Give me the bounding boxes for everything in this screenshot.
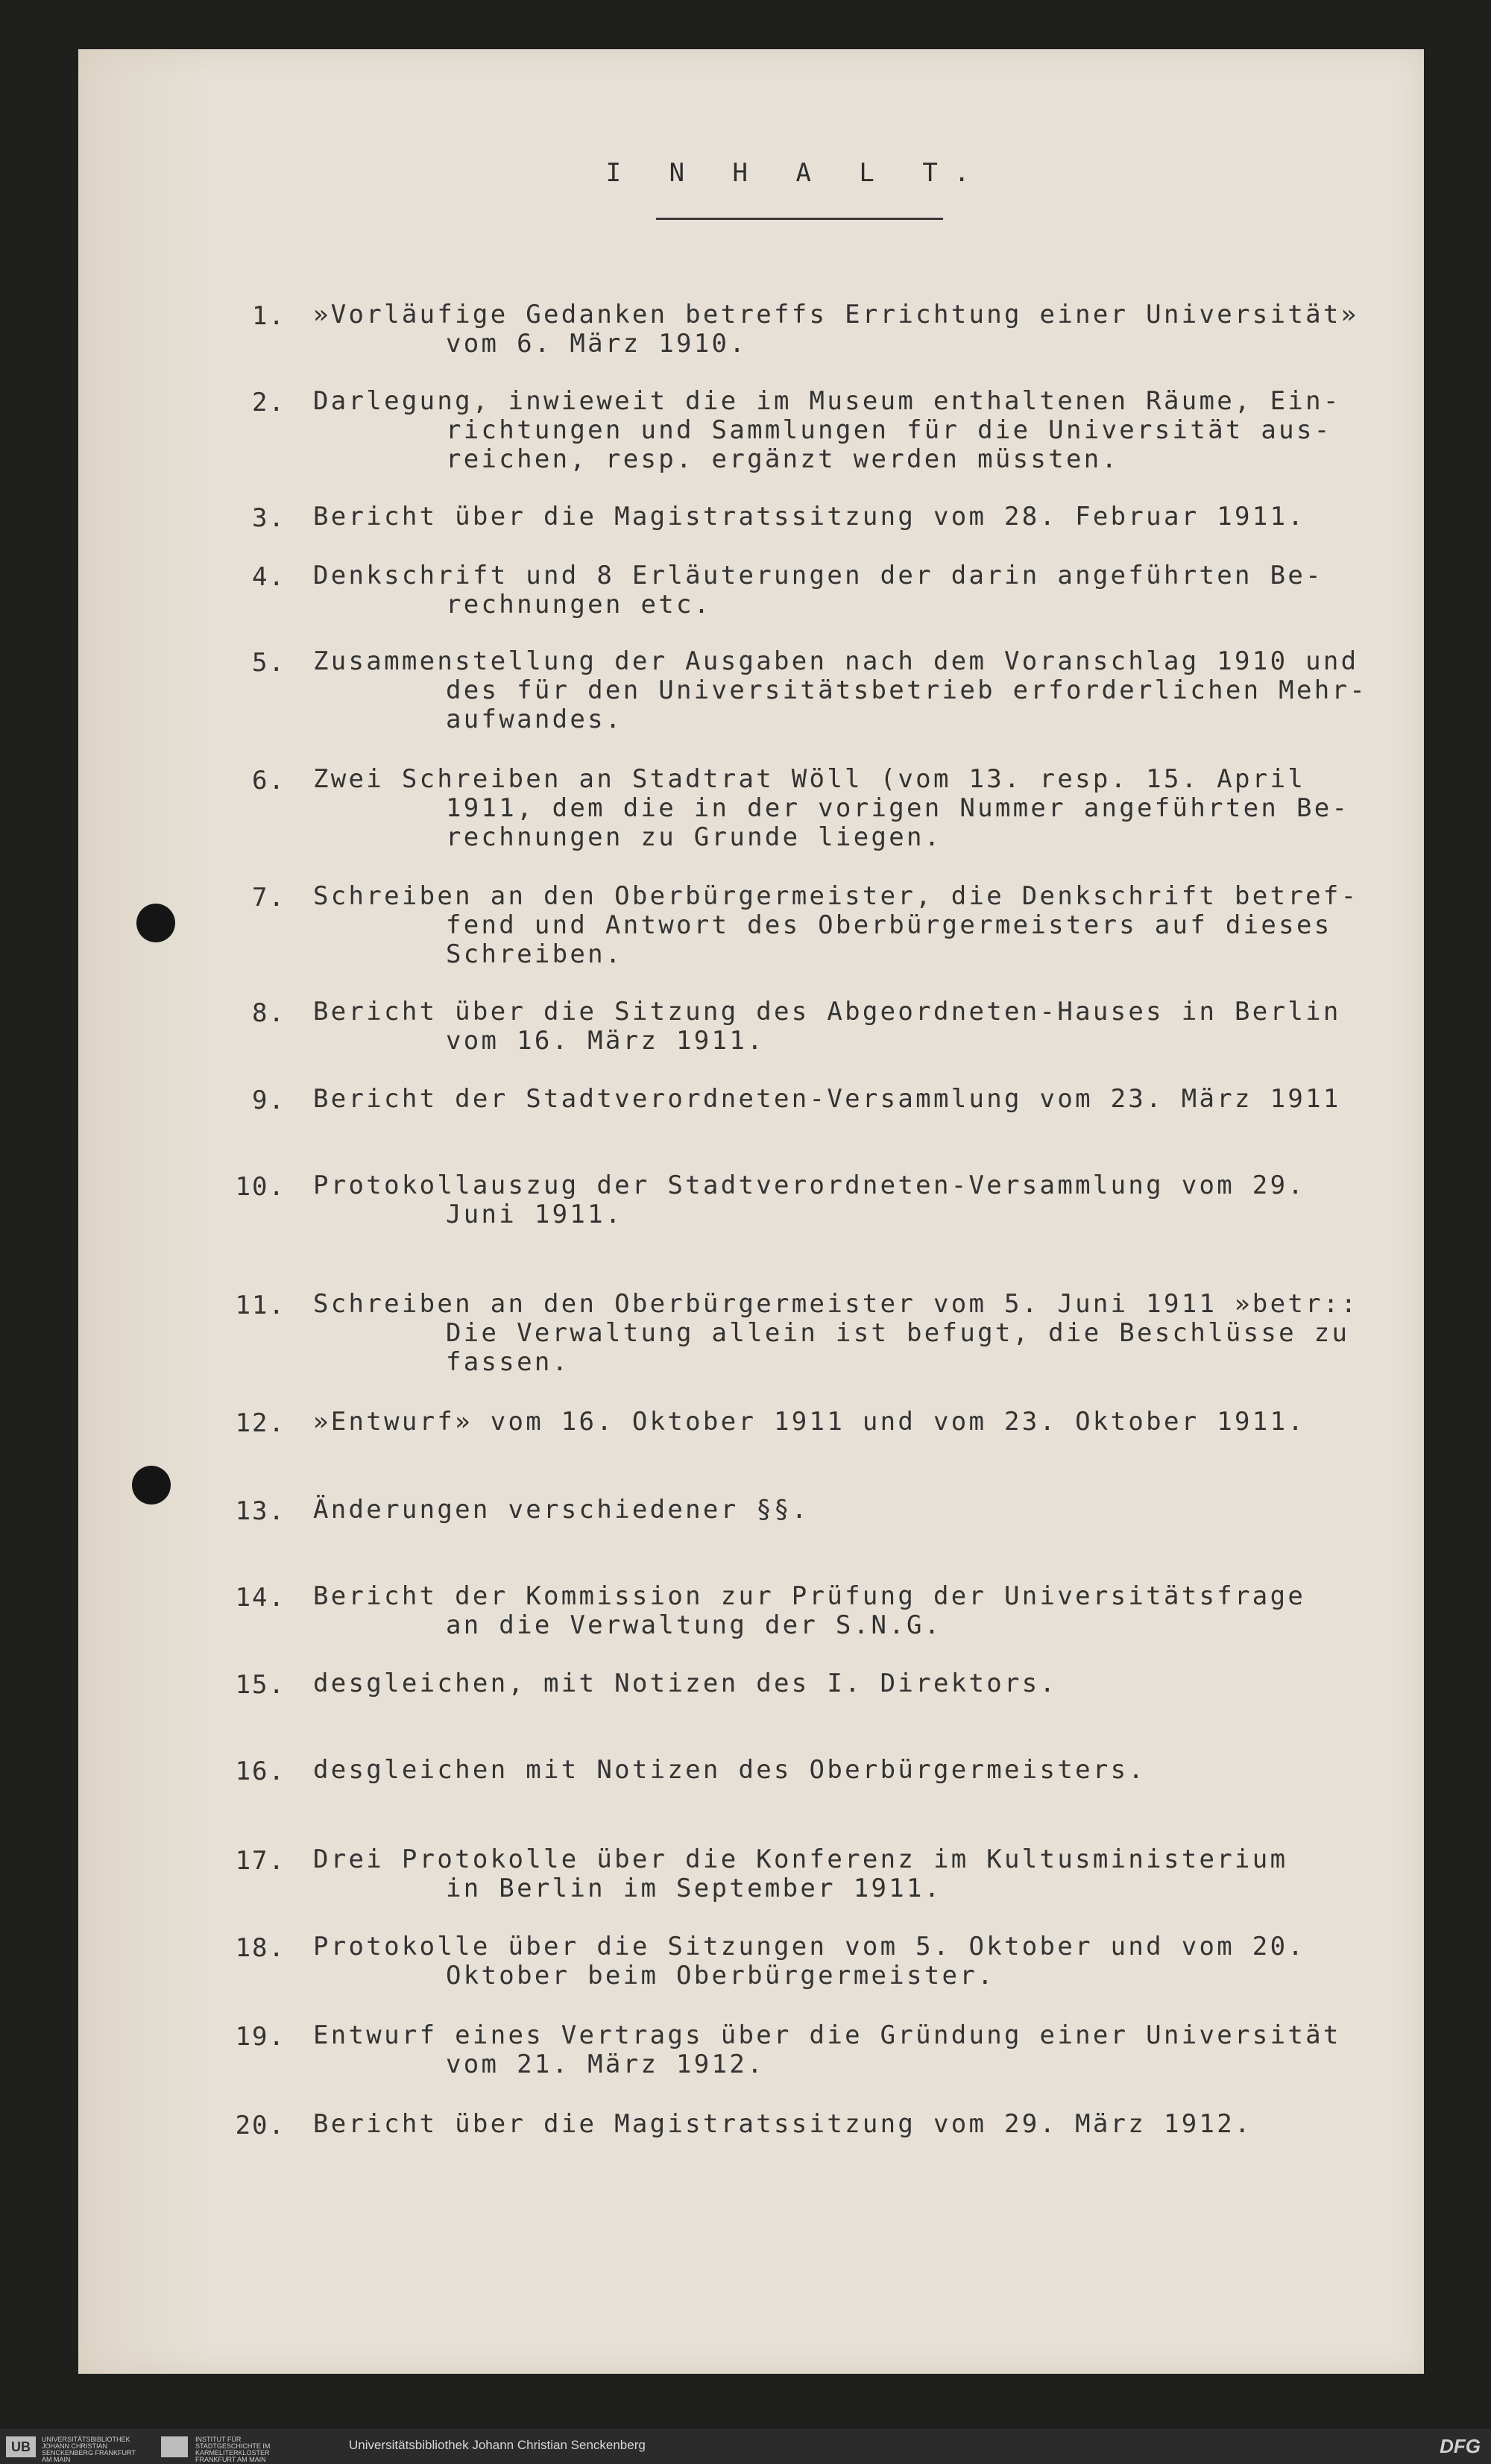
item-number: 13. [235, 1496, 286, 1526]
item-text-line: Änderungen verschiedener §§. [313, 1495, 810, 1525]
item-number: 8. [252, 998, 286, 1028]
item-text-line: Protokolle über die Sitzungen vom 5. Oktober und vom 20. [313, 1932, 1306, 1962]
item-text-line: Entwurf eines Vertrags über die Gründung einer Universität [313, 2020, 1341, 2050]
item-text-line: Schreiben an den Oberbürgermeister vom 5. Juni 1911 »betr:: [313, 1289, 1359, 1319]
item-number: 2. [252, 388, 286, 418]
library-credit: Universitätsbibliothek Johann Christian Senckenberg [349, 2438, 646, 2452]
item-number: 12. [235, 1408, 286, 1438]
item-text-line: Bericht der Kommission zur Prüfung der Universitätsfrage [313, 1581, 1306, 1611]
item-number: 16. [235, 1756, 286, 1786]
item-text-line: fassen. [446, 1347, 570, 1377]
item-number: 19. [235, 2022, 286, 2052]
item-text-line: 1911, dem die in der vorigen Nummer angeführten Be- [446, 793, 1350, 823]
item-text-line: Darlegung, inwieweit die im Museum enthaltenen Räume, Ein- [313, 386, 1341, 416]
isg-logo-text: INSTITUT FÜR STADTGESCHICHTE IM KARMELITERKLOSTER FRANKFURT AM MAIN [195, 2436, 271, 2463]
item-text-line: fend und Antwort des Oberbürgermeisters auf dieses [446, 910, 1332, 940]
item-text-line: rechnungen zu Grunde liegen. [446, 822, 942, 852]
isg-logo-icon [161, 2436, 188, 2457]
item-text-line: an die Verwaltung der S.N.G. [446, 1610, 942, 1640]
punch-hole [132, 1466, 171, 1504]
item-number: 7. [252, 883, 286, 913]
viewer-footer [0, 2429, 1491, 2464]
item-text-line: Denkschrift und 8 Erläuterungen der darin angeführten Be- [313, 561, 1323, 590]
item-text-line: vom 16. März 1911. [446, 1026, 765, 1056]
item-number: 10. [235, 1172, 286, 1202]
ub-logo: UB [6, 2436, 36, 2457]
item-text-line: reichen, resp. ergänzt werden müssten. [446, 444, 1120, 474]
item-number: 4. [252, 562, 286, 592]
item-number: 17. [235, 1846, 286, 1876]
item-text-line: Die Verwaltung allein ist befugt, die Beschlüsse zu [446, 1318, 1350, 1348]
item-text-line: Bericht über die Magistratssitzung vom 29. März 1912. [313, 2109, 1252, 2139]
item-number: 3. [252, 503, 286, 533]
item-text-line: desgleichen, mit Notizen des I. Direktors. [313, 1669, 1058, 1698]
item-number: 1. [252, 301, 286, 331]
item-text-line: vom 21. März 1912. [446, 2049, 765, 2079]
ub-logo-text: UNIVERSITÄTSBIBLIOTHEK JOHANN CHRISTIAN SENCKENBERG FRANKFURT AM MAIN [42, 2436, 136, 2463]
item-number: 11. [235, 1291, 286, 1320]
document-page [78, 49, 1424, 2374]
title-underline [656, 218, 943, 220]
item-number: 6. [252, 766, 286, 795]
item-text-line: Bericht über die Sitzung des Abgeordneten-Hauses in Berlin [313, 997, 1341, 1027]
item-text-line: Zusammenstellung der Ausgaben nach dem Voranschlag 1910 und [313, 646, 1359, 676]
item-text-line: Bericht der Stadtverordneten-Versammlung vom 23. März 1911 [313, 1084, 1341, 1114]
item-text-line: Schreiben an den Oberbürgermeister, die Denkschrift betref- [313, 881, 1359, 911]
item-text-line: Zwei Schreiben an Stadtrat Wöll (vom 13. resp. 15. April [313, 764, 1306, 794]
item-text-line: »Entwurf» vom 16. Oktober 1911 und vom 23. Oktober 1911. [313, 1407, 1306, 1437]
item-text-line: desgleichen mit Notizen des Oberbürgermeisters. [313, 1755, 1147, 1785]
item-text-line: aufwandes. [446, 705, 623, 734]
item-number: 14. [235, 1583, 286, 1613]
item-number: 15. [235, 1670, 286, 1700]
dfg-logo: DFG [1440, 2435, 1481, 2457]
page-title: I N H A L T. [605, 158, 986, 188]
item-number: 20. [235, 2111, 286, 2140]
item-text-line: vom 6. März 1910. [446, 329, 748, 359]
item-text-line: Protokollauszug der Stadtverordneten-Versammlung vom 29. [313, 1170, 1306, 1200]
punch-hole [136, 904, 175, 942]
item-text-line: Oktober beim Oberbürgermeister. [446, 1961, 995, 1991]
item-number: 9. [252, 1086, 286, 1115]
item-text-line: Drei Protokolle über die Konferenz im Kultusministerium [313, 1844, 1288, 1874]
item-number: 18. [235, 1933, 286, 1963]
item-text-line: »Vorläufige Gedanken betreffs Errichtung einer Universität» [313, 300, 1359, 330]
item-number: 5. [252, 648, 286, 678]
item-text-line: Juni 1911. [446, 1200, 623, 1229]
item-text-line: in Berlin im September 1911. [446, 1874, 942, 1903]
item-text-line: des für den Universitätsbetrieb erforderlichen Mehr- [446, 675, 1368, 705]
item-text-line: rechnungen etc. [446, 590, 712, 620]
item-text-line: richtungen und Sammlungen für die Universität aus- [446, 415, 1332, 445]
item-text-line: Schreiben. [446, 939, 623, 969]
item-text-line: Bericht über die Magistratssitzung vom 28. Februar 1911. [313, 502, 1306, 532]
